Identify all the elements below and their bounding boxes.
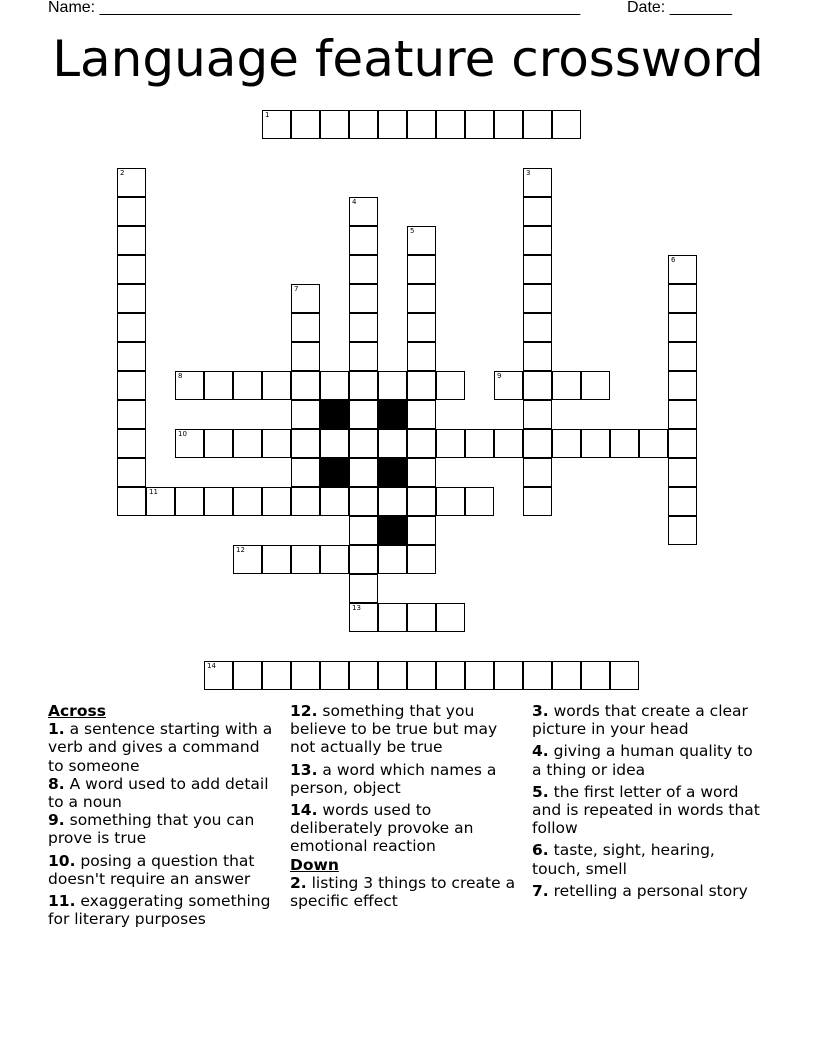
clue-number-label: 8: [178, 372, 183, 380]
clue-across-14: [290, 801, 522, 856]
clue-text: giving a human quality to a thing or idea: [532, 742, 753, 779]
grid-cell[interactable]: [436, 429, 465, 458]
grid-cell[interactable]: [320, 487, 349, 516]
grid-cell[interactable]: [117, 255, 146, 284]
grid-cell[interactable]: [668, 371, 697, 400]
grid-cell[interactable]: [291, 458, 320, 487]
grid-cell[interactable]: [407, 226, 436, 255]
clue-number-label: 7: [294, 285, 299, 293]
clue-text: a sentence starting with a verb and gives a command to someone: [48, 720, 273, 775]
grid-cell[interactable]: [349, 429, 378, 458]
grid-cell[interactable]: [407, 255, 436, 284]
clue-down-2: [290, 874, 522, 910]
clue-number: 12.: [290, 702, 318, 720]
grid-cell[interactable]: [291, 545, 320, 574]
clue-across-12: [290, 702, 522, 757]
clue-number-label: 11: [149, 488, 158, 496]
grid-cell[interactable]: [581, 429, 610, 458]
grid-cell[interactable]: [552, 110, 581, 139]
grid-cell[interactable]: [117, 342, 146, 371]
grid-cell[interactable]: [291, 661, 320, 690]
grid-cell[interactable]: [494, 429, 523, 458]
grid-cell[interactable]: [262, 371, 291, 400]
grid-cell[interactable]: [117, 313, 146, 342]
grid-cell[interactable]: [523, 429, 552, 458]
clue-number-label: 12: [236, 546, 245, 554]
grid-cell[interactable]: [117, 226, 146, 255]
grid-cell[interactable]: [436, 487, 465, 516]
grid-cell[interactable]: [233, 371, 262, 400]
grid-cell[interactable]: [407, 545, 436, 574]
grid-cell[interactable]: [291, 313, 320, 342]
grid-cell[interactable]: [349, 342, 378, 371]
clue-text: retelling a personal story: [553, 881, 748, 900]
grid-cell[interactable]: [349, 284, 378, 313]
clue-text: the first letter of a word and is repeated in words that follow: [532, 782, 760, 838]
grid-cell[interactable]: [523, 342, 552, 371]
clue-text: something that you believe to be true but may not actually be true: [290, 702, 498, 757]
clue-text: a word which names a person, object: [290, 760, 497, 797]
grid-cell[interactable]: [407, 313, 436, 342]
clue-across-8: [48, 775, 280, 811]
grid-cell[interactable]: [349, 255, 378, 284]
grid-cell[interactable]: [407, 371, 436, 400]
grid-cell[interactable]: [291, 429, 320, 458]
grid-cell[interactable]: [320, 110, 349, 139]
grid-cell[interactable]: [175, 487, 204, 516]
grid-cell[interactable]: [523, 226, 552, 255]
grid-cell[interactable]: [262, 661, 291, 690]
grid-cell[interactable]: [407, 284, 436, 313]
grid-cell[interactable]: [668, 516, 697, 545]
grid-cell[interactable]: [407, 458, 436, 487]
grid-cell[interactable]: [175, 429, 204, 458]
grid-cell[interactable]: [117, 168, 146, 197]
grid-cell[interactable]: [552, 661, 581, 690]
clue-number: 11.: [48, 892, 76, 911]
grid-cell[interactable]: [378, 487, 407, 516]
grid-cell[interactable]: [523, 255, 552, 284]
clue-number-label: 4: [352, 198, 357, 206]
clue-number: 14.: [290, 801, 318, 820]
grid-cell[interactable]: [407, 429, 436, 458]
grid-cell[interactable]: [291, 342, 320, 371]
grid-cell[interactable]: [378, 371, 407, 400]
grid-cell[interactable]: [523, 661, 552, 690]
grid-cell[interactable]: [407, 400, 436, 429]
grid-cell[interactable]: [465, 429, 494, 458]
grid-cell[interactable]: [291, 400, 320, 429]
grid-cell[interactable]: [204, 429, 233, 458]
grid-cell[interactable]: [262, 487, 291, 516]
grid-cell[interactable]: [407, 661, 436, 690]
clue-number: 7.: [532, 881, 549, 900]
grid-cell[interactable]: [639, 429, 668, 458]
grid-cell[interactable]: [407, 516, 436, 545]
clue-down-7: [532, 882, 764, 900]
grid-cell[interactable]: [204, 371, 233, 400]
grid-cell[interactable]: [523, 313, 552, 342]
grid-cell[interactable]: [436, 110, 465, 139]
black-square: [320, 458, 349, 487]
black-square: [378, 516, 407, 545]
grid-cell[interactable]: [436, 603, 465, 632]
grid-cell[interactable]: [117, 284, 146, 313]
grid-cell[interactable]: [117, 487, 146, 516]
grid-cell[interactable]: [523, 110, 552, 139]
grid-cell[interactable]: [523, 371, 552, 400]
clue-down-4: [532, 742, 764, 778]
grid-cell[interactable]: [523, 458, 552, 487]
grid-cell[interactable]: [291, 371, 320, 400]
grid-cell[interactable]: [349, 313, 378, 342]
grid-cell[interactable]: [233, 429, 262, 458]
grid-cell[interactable]: [233, 545, 262, 574]
clue-number: 1.: [48, 720, 65, 739]
grid-cell[interactable]: [407, 110, 436, 139]
grid-cell[interactable]: [349, 110, 378, 139]
grid-cell[interactable]: [668, 255, 697, 284]
grid-cell[interactable]: [320, 545, 349, 574]
grid-cell[interactable]: [668, 342, 697, 371]
grid-cell[interactable]: [581, 661, 610, 690]
clue-number: 5.: [532, 782, 549, 801]
clue-number-label: 2: [120, 169, 125, 177]
grid-cell[interactable]: [117, 371, 146, 400]
grid-cell[interactable]: [117, 197, 146, 226]
grid-cell[interactable]: [378, 603, 407, 632]
clues-column-2: [290, 702, 522, 914]
clue-number: 13.: [290, 760, 318, 779]
grid-cell[interactable]: [291, 284, 320, 313]
clue-number: 9.: [48, 811, 65, 830]
clue-number: 2.: [290, 873, 307, 892]
clue-down-5: [532, 783, 764, 838]
grid-cell[interactable]: [291, 110, 320, 139]
clue-number-label: 1: [265, 111, 270, 119]
grid-cell[interactable]: [378, 661, 407, 690]
grid-cell[interactable]: [523, 168, 552, 197]
grid-cell[interactable]: [668, 284, 697, 313]
grid-cell[interactable]: [291, 487, 320, 516]
grid-cell[interactable]: [349, 458, 378, 487]
grid-cell[interactable]: [349, 226, 378, 255]
clue-down-6: [532, 841, 764, 877]
grid-cell[interactable]: [349, 371, 378, 400]
grid-cell[interactable]: [117, 429, 146, 458]
grid-cell[interactable]: [378, 545, 407, 574]
grid-cell[interactable]: [320, 429, 349, 458]
grid-cell[interactable]: [610, 661, 639, 690]
clue-number: 6.: [532, 841, 549, 860]
grid-cell[interactable]: [349, 574, 378, 603]
grid-cell[interactable]: [610, 429, 639, 458]
grid-cell[interactable]: [436, 371, 465, 400]
black-square: [320, 400, 349, 429]
grid-cell[interactable]: [465, 110, 494, 139]
grid-cell[interactable]: [494, 371, 523, 400]
grid-cell[interactable]: [668, 429, 697, 458]
grid-cell[interactable]: [262, 110, 291, 139]
grid-cell[interactable]: [668, 487, 697, 516]
grid-cell[interactable]: [494, 661, 523, 690]
grid-cell[interactable]: [349, 603, 378, 632]
clue-text: posing a question that doesn't require an answer: [48, 851, 255, 888]
grid-cell[interactable]: [552, 371, 581, 400]
grid-cell[interactable]: [320, 371, 349, 400]
grid-cell[interactable]: [523, 487, 552, 516]
clue-number-label: 5: [410, 227, 415, 235]
grid-cell[interactable]: [407, 487, 436, 516]
grid-cell[interactable]: [552, 429, 581, 458]
grid-cell[interactable]: [407, 603, 436, 632]
grid-cell[interactable]: [523, 284, 552, 313]
clue-text: something that you can prove is true: [48, 811, 255, 848]
clue-across-9: [48, 811, 280, 847]
grid-cell[interactable]: [117, 400, 146, 429]
grid-cell[interactable]: [668, 313, 697, 342]
clue-number: 3.: [532, 702, 549, 720]
grid-cell[interactable]: [262, 545, 291, 574]
grid-cell[interactable]: [349, 400, 378, 429]
black-square: [378, 458, 407, 487]
clue-text: listing 3 things to create a specific effect: [290, 873, 516, 911]
grid-cell[interactable]: [378, 110, 407, 139]
grid-cell[interactable]: [465, 487, 494, 516]
clue-number: 8.: [48, 774, 65, 793]
clue-across-11: [48, 892, 280, 928]
grid-cell[interactable]: [233, 661, 262, 690]
clue-number-label: 10: [178, 430, 187, 438]
grid-cell[interactable]: [465, 661, 494, 690]
down-heading: Down: [290, 855, 339, 874]
grid-cell[interactable]: [204, 487, 233, 516]
clue-text: words that create a clear picture in your head: [532, 702, 748, 739]
clue-across-13: [290, 761, 522, 797]
grid-cell[interactable]: [175, 371, 204, 400]
clue-number-label: 3: [526, 169, 531, 177]
clue-across-10: [48, 852, 280, 888]
grid-cell[interactable]: [436, 661, 465, 690]
clue-text: A word used to add detail to a noun: [48, 774, 269, 812]
date-field-label: Date: _______: [627, 0, 732, 16]
clue-text: words used to deliberately provoke an emotional reaction: [290, 801, 474, 856]
grid-cell[interactable]: [117, 458, 146, 487]
grid-cell[interactable]: [204, 661, 233, 690]
clues-column-1: [48, 702, 280, 932]
grid-cell[interactable]: [523, 400, 552, 429]
clues-column-3: [532, 702, 764, 904]
grid-cell[interactable]: [262, 429, 291, 458]
grid-cell[interactable]: [233, 487, 262, 516]
clue-number-label: 14: [207, 662, 216, 670]
clue-number-label: 9: [497, 372, 502, 380]
clue-number-label: 13: [352, 604, 361, 612]
clue-number: 10.: [48, 851, 76, 870]
grid-cell[interactable]: [407, 342, 436, 371]
grid-cell[interactable]: [349, 197, 378, 226]
grid-cell[interactable]: [668, 458, 697, 487]
grid-cell[interactable]: [349, 661, 378, 690]
clue-down-3: [532, 702, 764, 738]
clue-number-label: 6: [671, 256, 676, 264]
grid-cell[interactable]: [349, 487, 378, 516]
name-field-label: Name: ______________________________________________________: [48, 0, 581, 16]
grid-cell[interactable]: [581, 371, 610, 400]
grid-cell[interactable]: [349, 516, 378, 545]
grid-cell[interactable]: [349, 545, 378, 574]
grid-cell[interactable]: [668, 400, 697, 429]
clue-text: taste, sight, hearing, touch, smell: [532, 841, 715, 878]
grid-cell[interactable]: [523, 197, 552, 226]
across-heading: Across: [48, 702, 106, 720]
grid-cell[interactable]: [146, 487, 175, 516]
clue-across-1: [48, 720, 280, 775]
grid-cell[interactable]: [494, 110, 523, 139]
page-title: Language feature crossword: [52, 30, 764, 88]
grid-cell[interactable]: [378, 429, 407, 458]
black-square: [378, 400, 407, 429]
clue-text: exaggerating something for literary purposes: [48, 892, 271, 929]
grid-cell[interactable]: [320, 661, 349, 690]
clue-number: 4.: [532, 742, 549, 761]
